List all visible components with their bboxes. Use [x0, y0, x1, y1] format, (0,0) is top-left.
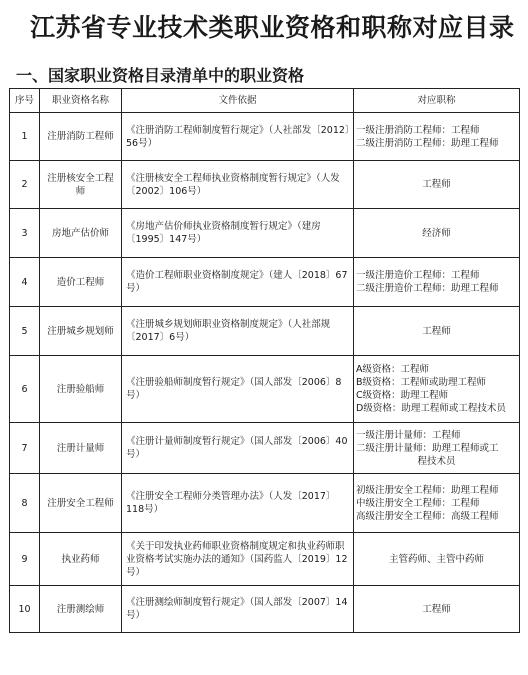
- table-row: [10, 586, 520, 633]
- title-line: 二级注册计量师：助理工程师或工: [356, 442, 499, 454]
- header-name: 职业资格名称: [40, 89, 122, 113]
- row-titles: [354, 209, 520, 258]
- title-line: 主管药师、主管中药师: [388, 553, 484, 565]
- table-header-row: [10, 89, 520, 113]
- row-name: 注册消防工程师: [40, 113, 122, 161]
- row-no: 2: [10, 161, 40, 209]
- row-name: 注册测绘师: [40, 586, 122, 633]
- table-row: [10, 258, 520, 307]
- title-line: 二级注册消防工程师：助理工程师: [356, 137, 499, 149]
- title-line: 一级注册消防工程师：工程师: [356, 124, 480, 136]
- title-line: 工程师: [422, 179, 451, 190]
- table-row: [10, 161, 520, 209]
- row-no: 5: [10, 307, 40, 356]
- title-line: D级资格：助理工程师或工程技术员: [356, 403, 506, 414]
- title-line: 工程师: [422, 603, 451, 615]
- header-doc: 文件依据: [122, 89, 354, 113]
- row-doc: 《关于印发执业药师职业资格制度规定和执业药师职业资格考试实施办法的通知》（国药监人〔2019〕12号）: [122, 533, 354, 586]
- table-row: [10, 209, 520, 258]
- row-doc: 《注册城乡规划师职业资格制度规定》（人社部规〔2017〕6号）: [122, 307, 354, 356]
- row-name: 注册验船师: [40, 356, 122, 423]
- row-no: 3: [10, 209, 40, 258]
- table-row: [10, 113, 520, 161]
- title-line: C级资格：助理工程师: [356, 390, 449, 401]
- row-titles: [354, 423, 520, 474]
- row-name: 注册安全工程师: [40, 474, 122, 533]
- row-doc: 《注册核安全工程师执业资格制度暂行规定》（人发〔2002〕106号）: [122, 161, 354, 209]
- row-no: 10: [10, 586, 40, 633]
- row-name: 注册城乡规划师: [40, 307, 122, 356]
- row-titles: [354, 161, 520, 209]
- row-titles: [354, 586, 520, 633]
- row-name: 造价工程师: [40, 258, 122, 307]
- row-no: 6: [10, 356, 40, 423]
- title-line: 初级注册安全工程师：助理工程师: [356, 484, 499, 496]
- table-row: [10, 307, 520, 356]
- row-doc: 《注册消防工程师制度暂行规定》（人社部发〔2012〕56号）: [122, 113, 354, 161]
- row-no: 4: [10, 258, 40, 307]
- row-no: 7: [10, 423, 40, 474]
- table-row: [10, 423, 520, 474]
- title-line: 二级注册造价工程师：助理工程师: [356, 283, 499, 294]
- row-name: 注册核安全工程师: [40, 161, 122, 209]
- qualification-table: [9, 88, 520, 633]
- page-title: 江苏省专业技术类职业资格和职称对应目录: [30, 13, 515, 42]
- row-titles: [354, 533, 520, 586]
- title-line: 程技术员: [417, 455, 456, 467]
- title-line: 高级注册安全工程师：高级工程师: [356, 510, 499, 522]
- title-line: 经济师: [422, 227, 451, 239]
- row-titles: [354, 113, 520, 161]
- title-line: 一级注册计量师：工程师: [356, 429, 461, 441]
- table-row: [10, 533, 520, 586]
- row-titles: [354, 307, 520, 356]
- header-titles: 对应职称: [354, 89, 520, 113]
- row-no: 1: [10, 113, 40, 161]
- title-line: 一级注册造价工程师：工程师: [356, 270, 480, 281]
- row-doc: 《注册计量师制度暂行规定》（国人部发〔2006〕40号）: [122, 423, 354, 474]
- row-doc: 《注册安全工程师分类管理办法》（人发〔2017〕118号）: [122, 474, 354, 533]
- row-name: 执业药师: [40, 533, 122, 586]
- row-titles: [354, 474, 520, 533]
- row-name: 注册计量师: [40, 423, 122, 474]
- row-doc: 《注册验船师制度暂行规定》（国人部发〔2006〕8号）: [122, 356, 354, 423]
- table-row: [10, 474, 520, 533]
- header-no: 序号: [10, 89, 40, 113]
- row-no: 8: [10, 474, 40, 533]
- row-no: 9: [10, 533, 40, 586]
- row-titles: [354, 258, 520, 307]
- row-doc: 《房地产估价师执业资格制度暂行规定》（建房〔1995〕147号）: [122, 209, 354, 258]
- title-line: 工程师: [422, 325, 451, 337]
- row-doc: 《注册测绘师制度暂行规定》（国人部发〔2007〕14号）: [122, 586, 354, 633]
- title-line: A级资格：工程师: [356, 364, 429, 375]
- row-doc: 《造价工程师职业资格制度规定》（建人〔2018〕67号）: [122, 258, 354, 307]
- table-row: [10, 356, 520, 423]
- title-line: B级资格：工程师或助理工程师: [356, 377, 487, 388]
- title-line: 中级注册安全工程师：工程师: [356, 497, 480, 509]
- section-heading: 一、国家职业资格目录清单中的职业资格: [16, 66, 305, 85]
- row-titles: [354, 356, 520, 423]
- row-name: 房地产估价师: [40, 209, 122, 258]
